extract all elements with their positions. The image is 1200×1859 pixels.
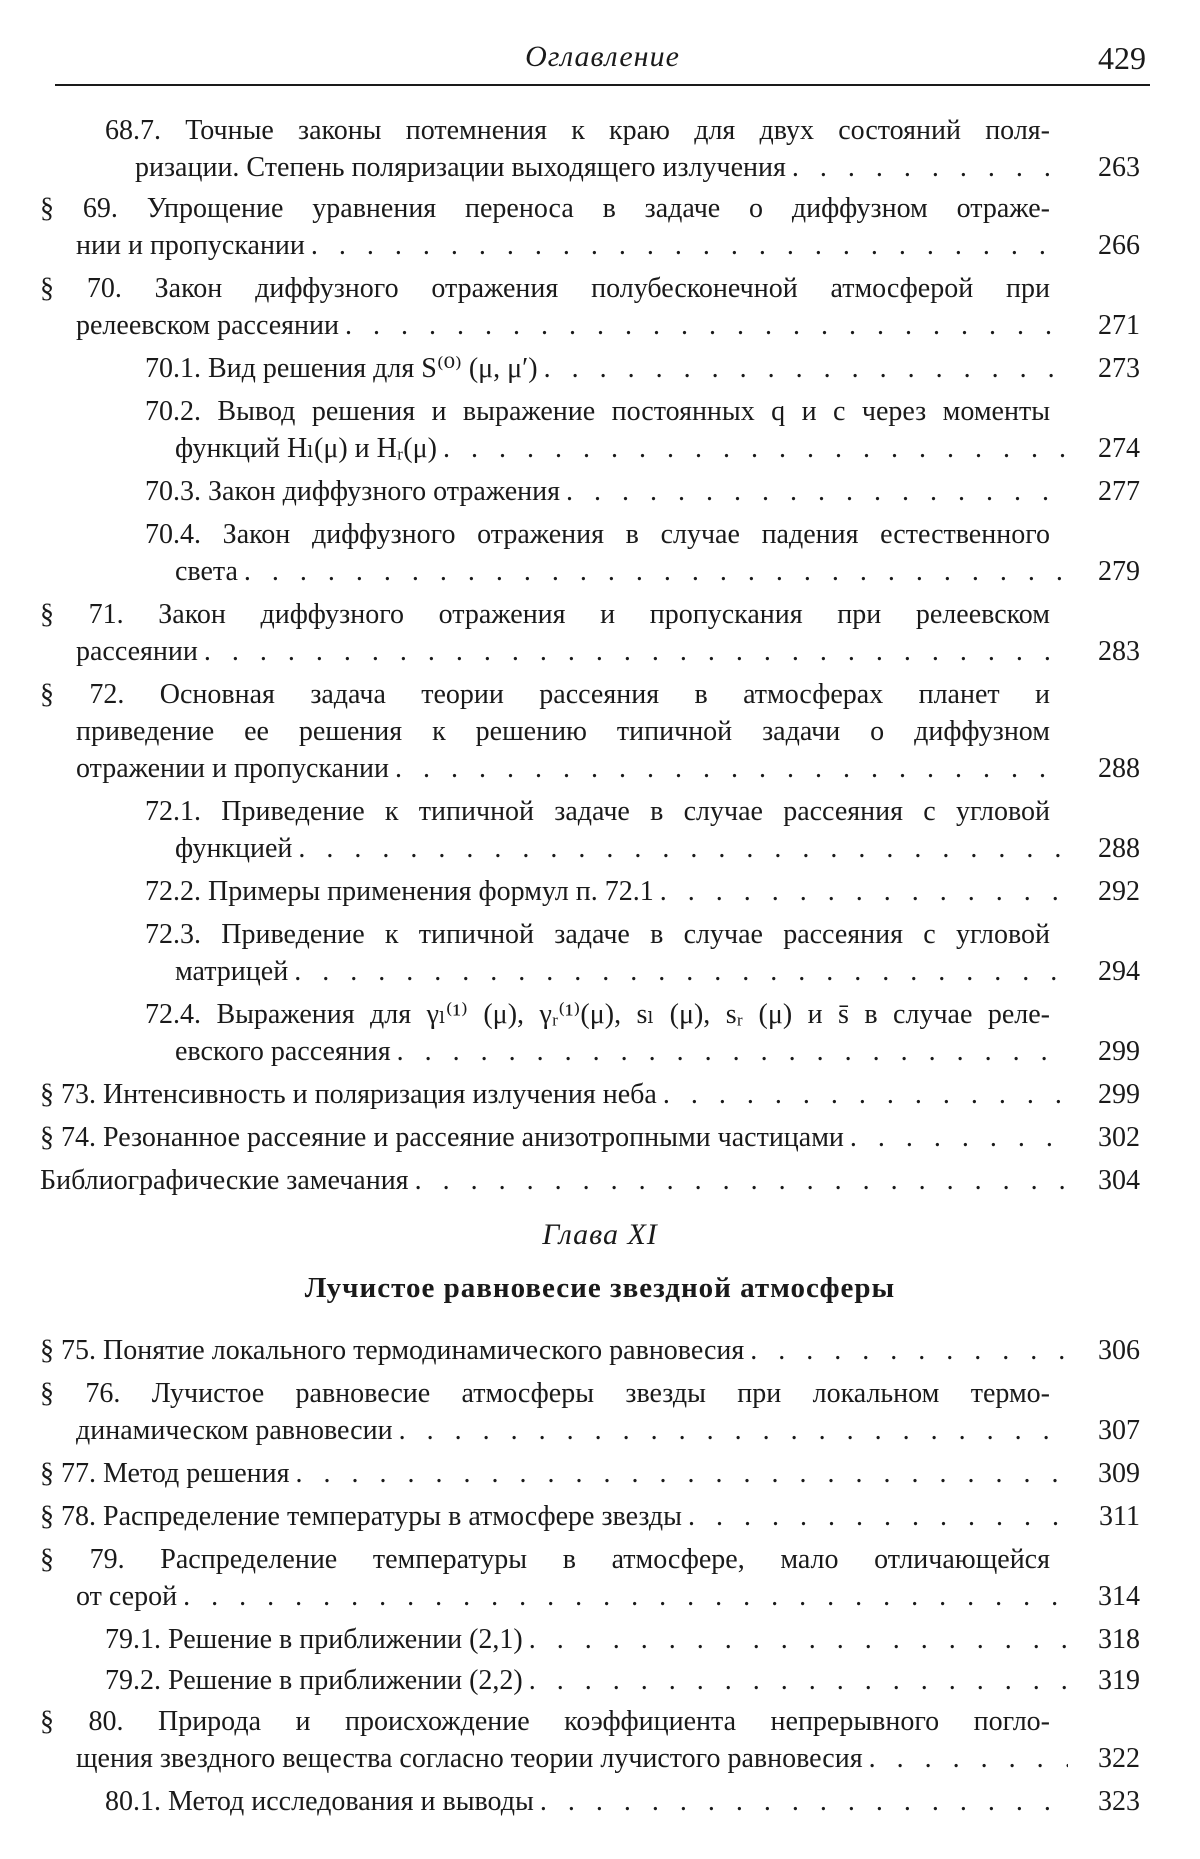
toc-entry-text: 79.2. Решение в приближении (2,2) [105, 1665, 523, 1696]
dot-leader [869, 1740, 1068, 1777]
toc-entry-text: 72.1. Приведение к типичной задаче в случае рассеяния с угловой [145, 796, 1050, 827]
running-title: Оглавление [525, 40, 680, 73]
toc-line [40, 516, 1140, 553]
toc-entry-text: § 75. Понятие локального термодинамического равновесия [40, 1335, 745, 1366]
toc-entry-text: § 77. Метод решения [40, 1458, 290, 1489]
toc-page-number: 299 [1098, 1079, 1140, 1110]
toc-line [40, 307, 1140, 344]
toc-entry [40, 873, 1140, 910]
toc-entry-text: Библиографические замечания [40, 1165, 409, 1196]
toc-entry-text: 80.1. Метод исследования и выводы [105, 1786, 534, 1817]
dot-leader [443, 430, 1068, 467]
toc-page-number: 263 [1098, 152, 1140, 183]
toc-line [40, 750, 1140, 787]
toc-line [40, 190, 1140, 227]
toc-entry-text: § 70. Закон диффузного отражения полубесконечной атмосферой при [40, 273, 1050, 304]
toc-entry [40, 1076, 1140, 1113]
toc-entry [40, 676, 1140, 787]
toc-line [40, 953, 1140, 990]
toc-line [40, 270, 1140, 307]
toc-entry-text: § 72. Основная задача теории рассеяния в атмосферах планет и [40, 679, 1050, 710]
toc-entry [40, 1703, 1140, 1777]
toc-page-number: 292 [1098, 876, 1140, 907]
toc-entry-text: § 69. Упрощение уравнения переноса в задаче о диффузном отраже- [40, 193, 1050, 224]
toc-entry [40, 1783, 1140, 1820]
toc-entry-text: евского рассеяния [175, 1036, 391, 1067]
toc-line [40, 1740, 1140, 1777]
dot-leader [294, 953, 1068, 990]
toc-entry [40, 516, 1140, 590]
toc-entry-text: щения звездного вещества согласно теории лучистого равновесия [76, 1743, 863, 1774]
toc-line [40, 473, 1140, 510]
toc-entry-text: § 74. Резонанное рассеяние и рассеяние анизотропными частицами [40, 1122, 844, 1153]
toc-entry-text: ризации. Степень поляризации выходящего излучения [135, 152, 786, 183]
dot-leader [298, 830, 1068, 867]
toc-page-number: 279 [1098, 556, 1140, 587]
toc-line [40, 1033, 1140, 1070]
toc-page-number: 322 [1098, 1743, 1140, 1774]
toc-page-number: 274 [1098, 433, 1140, 464]
toc-entry [40, 1162, 1140, 1199]
toc-entry [40, 1662, 1140, 1699]
toc-entry-text: 72.2. Примеры применения формул п. 72.1 [145, 876, 654, 907]
toc-line [40, 1375, 1140, 1412]
toc-line [40, 633, 1140, 670]
toc-page-number: 314 [1098, 1581, 1140, 1612]
dot-leader [415, 1162, 1068, 1199]
toc-entry [40, 112, 1140, 186]
page-number: 429 [1098, 40, 1146, 76]
toc-entry [40, 1498, 1140, 1535]
toc-line [40, 676, 1140, 713]
toc-entry [40, 916, 1140, 990]
toc-entry [40, 596, 1140, 670]
toc-entry [40, 1119, 1140, 1156]
toc-entry [40, 1332, 1140, 1369]
toc-entry-text: 70.2. Вывод решения и выражение постоянных q и c через моменты [145, 396, 1050, 427]
toc-page-number: 271 [1098, 310, 1140, 341]
toc-line [40, 393, 1140, 430]
dot-leader [544, 350, 1068, 387]
toc-line [40, 793, 1140, 830]
dot-leader [529, 1662, 1068, 1699]
toc-line [40, 596, 1140, 633]
toc-line [40, 112, 1140, 149]
toc-page-number: 299 [1098, 1036, 1140, 1067]
dot-leader [244, 553, 1068, 590]
toc-entry-text: § 71. Закон диффузного отражения и пропускания при релеевском [40, 599, 1050, 630]
toc-page-number: 323 [1098, 1786, 1140, 1817]
toc-page-number: 283 [1098, 636, 1140, 667]
toc-entry [40, 350, 1140, 387]
dot-leader [183, 1578, 1068, 1615]
dot-leader [566, 473, 1068, 510]
dot-leader [540, 1783, 1068, 1820]
toc-entry [40, 1455, 1140, 1492]
toc-page-number: 306 [1098, 1335, 1140, 1366]
toc-entry-text: § 76. Лучистое равновесие атмосферы звезды при локальном термо- [40, 1378, 1050, 1409]
toc-line [40, 1662, 1140, 1699]
dot-leader [204, 633, 1068, 670]
toc-entry-text: 72.3. Приведение к типичной задаче в случае рассеяния с угловой [145, 919, 1050, 950]
toc-line [40, 1412, 1140, 1449]
toc-line [40, 553, 1140, 590]
toc-entry [40, 996, 1140, 1070]
dot-leader [529, 1621, 1068, 1658]
toc-entry [40, 1375, 1140, 1449]
toc-page-number: 277 [1098, 476, 1140, 507]
toc-entry-text: релеевском рассеянии [76, 310, 339, 341]
toc-entry [40, 473, 1140, 510]
toc-line [40, 1455, 1140, 1492]
dot-leader [399, 1412, 1068, 1449]
toc-page-number: 266 [1098, 230, 1140, 261]
toc-list-part1 [40, 112, 1140, 1199]
dot-leader [660, 873, 1068, 910]
toc-page-number: 311 [1099, 1501, 1140, 1532]
toc-line [40, 1541, 1140, 1578]
toc-line [40, 1703, 1140, 1740]
toc-page-number: 302 [1098, 1122, 1140, 1153]
toc-page-number: 273 [1098, 353, 1140, 384]
toc-entry-text: рассеянии [76, 636, 198, 667]
toc-line [40, 713, 1140, 750]
toc-entry-text: функций Hₗ(μ) и Hᵣ(μ) [175, 433, 437, 464]
toc-entry-text: § 73. Интенсивность и поляризация излучения неба [40, 1079, 657, 1110]
toc-line [40, 1076, 1140, 1113]
toc-page-number: 304 [1098, 1165, 1140, 1196]
toc-line [40, 830, 1140, 867]
toc-entry-text: 70.3. Закон диффузного отражения [145, 476, 560, 507]
toc-entry [40, 393, 1140, 467]
toc-entry-text: 68.7. Точные законы потемнения к краю для двух состояний поля- [105, 115, 1050, 146]
toc-line [40, 1578, 1140, 1615]
toc-page-number: 318 [1098, 1624, 1140, 1655]
toc-entry-text: 70.4. Закон диффузного отражения в случае падения естественного [145, 519, 1050, 550]
toc-line [40, 149, 1140, 186]
toc-entry-text: отражении и пропускании [76, 753, 389, 784]
toc-page-number: 288 [1098, 753, 1140, 784]
toc-entry-text: приведение ее решения к решению типичной задачи о диффузном [76, 716, 1050, 747]
toc-page-number: 294 [1098, 956, 1140, 987]
toc-entry-text: света [175, 556, 238, 587]
toc-line [40, 227, 1140, 264]
toc-line [40, 996, 1140, 1033]
chapter-number: Глава XI [542, 1218, 658, 1251]
dot-leader [395, 750, 1068, 787]
toc-entry-text: 72.4. Выражения для γₗ⁽¹⁾ (μ), γᵣ⁽¹⁾(μ), sₗ (μ), sᵣ (μ) и s̄ в случае реле- [145, 999, 1050, 1030]
toc-entry-text: 70.1. Вид решения для S⁽⁰⁾ (μ, μ′) [145, 353, 538, 384]
toc-line [40, 1119, 1140, 1156]
toc-page-number: 319 [1098, 1665, 1140, 1696]
toc-line [40, 1332, 1140, 1369]
toc-entry-text: § 80. Природа и происхождение коэффициента непрерывного погло- [40, 1706, 1050, 1737]
toc-entry-text: 79.1. Решение в приближении (2,1) [105, 1624, 523, 1655]
toc-line [40, 430, 1140, 467]
dot-leader [296, 1455, 1068, 1492]
toc-page-number: 288 [1098, 833, 1140, 864]
toc-line [40, 873, 1140, 910]
toc-line [40, 1498, 1140, 1535]
toc-line [40, 916, 1140, 953]
toc-line [40, 350, 1140, 387]
toc-list-part2 [40, 1332, 1140, 1820]
chapter-title: Лучистое равновесие звездной атмосферы [304, 1272, 896, 1304]
toc-entry-text: функцией [175, 833, 293, 864]
toc-line [40, 1162, 1140, 1199]
toc-entry-text: § 79. Распределение температуры в атмосфере, мало отличающейся [40, 1544, 1050, 1575]
toc-line [40, 1621, 1140, 1658]
dot-leader [311, 227, 1068, 264]
toc-entry [40, 1541, 1140, 1615]
dot-leader [850, 1119, 1068, 1156]
dot-leader [663, 1076, 1068, 1113]
toc-line [40, 1783, 1140, 1820]
dot-leader [688, 1498, 1068, 1535]
toc-entry-text: от серой [76, 1581, 178, 1612]
toc-entry [40, 190, 1140, 264]
dot-leader [792, 149, 1068, 186]
toc-page-number: 309 [1098, 1458, 1140, 1489]
toc-entry [40, 270, 1140, 344]
dot-leader [750, 1332, 1068, 1369]
toc-entry [40, 1621, 1140, 1658]
dot-leader [397, 1033, 1068, 1070]
toc-entry-text: нии и пропускании [76, 230, 305, 261]
toc-entry-text: § 78. Распределение температуры в атмосфере звезды [40, 1501, 682, 1532]
toc-page-number: 307 [1098, 1415, 1140, 1446]
page-header [55, 36, 1150, 86]
toc-entry [40, 793, 1140, 867]
toc-entry-text: матрицей [175, 956, 289, 987]
toc-entry-text: динамическом равновесии [76, 1415, 393, 1446]
dot-leader [345, 307, 1068, 344]
